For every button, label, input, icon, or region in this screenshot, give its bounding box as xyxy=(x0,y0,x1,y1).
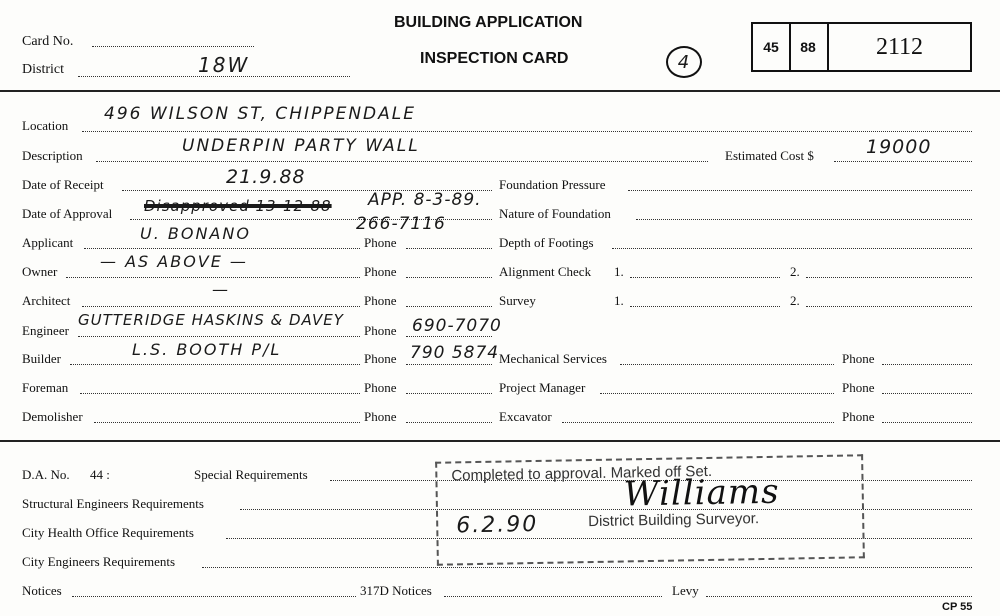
survey-1-field xyxy=(630,306,780,307)
date-receipt-value: 21.9.88 xyxy=(226,166,306,188)
location-field xyxy=(82,131,972,132)
estimated-cost-label: Estimated Cost $ xyxy=(725,148,814,163)
code-box-1 xyxy=(751,22,791,72)
card-no-label: Card No. xyxy=(22,34,74,49)
engineer-value: GUTTERIDGE HASKINS & DAVEY xyxy=(78,311,344,329)
project-manager-field xyxy=(600,393,834,394)
date-approval-label: Date of Approval xyxy=(22,206,113,221)
divider-top xyxy=(0,90,1000,92)
architect-label: Architect xyxy=(22,293,71,308)
stamp-date: 6.2.90 xyxy=(456,511,539,539)
health-req-label: City Health Office Requirements xyxy=(22,525,194,540)
special-req-label: Special Requirements xyxy=(194,467,308,482)
builder-field xyxy=(70,364,360,365)
card-number-box xyxy=(829,22,972,72)
alignment-1-label: 1. xyxy=(614,264,624,279)
excavator-phone-label: Phone xyxy=(842,409,875,424)
form-code: CP 55 xyxy=(942,601,973,613)
engineer-phone-label: Phone xyxy=(364,323,397,338)
card-no-field xyxy=(92,46,254,47)
code-box-2-value: 88 xyxy=(800,39,816,55)
title-line-1: BUILDING APPLICATION xyxy=(394,14,583,31)
builder-value: L.S. BOOTH P/L xyxy=(132,340,282,359)
builder-label: Builder xyxy=(22,351,61,366)
demolisher-field xyxy=(94,422,360,423)
notices-317d-label: 317D Notices xyxy=(360,583,432,598)
foreman-phone-field xyxy=(406,393,492,394)
date-approval-value: APP. 8-3-89. xyxy=(368,190,482,210)
notices-317d-field xyxy=(444,596,662,597)
mechanical-label: Mechanical Services xyxy=(499,351,607,366)
builder-phone-field xyxy=(406,364,492,365)
builder-phone-label: Phone xyxy=(364,351,397,366)
card-number: 2112 xyxy=(875,33,924,60)
owner-phone-label: Phone xyxy=(364,264,397,279)
foundation-pressure-field xyxy=(628,190,972,191)
owner-label: Owner xyxy=(22,264,58,279)
divider-bottom xyxy=(0,440,1000,442)
foreman-field xyxy=(80,393,360,394)
excavator-phone-field xyxy=(882,422,972,423)
estimated-cost-value: 19000 xyxy=(866,136,932,158)
owner-value: — AS ABOVE — xyxy=(100,252,248,271)
applicant-phone: 266-7116 xyxy=(356,214,446,234)
levy-field xyxy=(706,596,972,597)
depth-footings-field xyxy=(612,248,972,249)
circled-number-badge xyxy=(666,46,702,78)
location-label: Location xyxy=(22,118,69,133)
survey-1-label: 1. xyxy=(614,293,624,308)
architect-phone-label: Phone xyxy=(364,293,397,308)
code-box-2 xyxy=(789,22,829,72)
alignment-1-field xyxy=(630,277,780,278)
architect-value: — xyxy=(212,280,230,299)
stamp-line-1: Completed to approval. Marked off Set. xyxy=(451,462,713,485)
engineer-field xyxy=(78,336,360,337)
excavator-label: Excavator xyxy=(499,409,552,424)
demolisher-phone-label: Phone xyxy=(364,409,397,424)
architect-field xyxy=(82,306,360,307)
owner-field xyxy=(66,277,360,278)
engineer-phone: 690-7070 xyxy=(412,316,502,336)
mechanical-phone-field xyxy=(882,364,972,365)
alignment-check-label: Alignment Check xyxy=(499,264,592,279)
owner-phone-field xyxy=(406,277,492,278)
district-value: 18W xyxy=(198,53,250,77)
city-eng-req-field xyxy=(202,567,972,568)
estimated-cost-field xyxy=(834,161,972,162)
engineer-phone-field xyxy=(406,336,492,337)
project-manager-label: Project Manager xyxy=(499,380,586,395)
description-value: UNDERPIN PARTY WALL xyxy=(182,136,420,156)
project-manager-phone-field xyxy=(882,393,972,394)
project-manager-phone-label: Phone xyxy=(842,380,875,395)
circled-number: 4 xyxy=(677,51,691,73)
mechanical-field xyxy=(620,364,834,365)
engineer-label: Engineer xyxy=(22,323,69,338)
date-receipt-label: Date of Receipt xyxy=(22,177,104,192)
demolisher-label: Demolisher xyxy=(22,409,83,424)
survey-2-field xyxy=(806,306,972,307)
notices-field xyxy=(72,596,356,597)
notices-label: Notices xyxy=(22,583,62,598)
applicant-value: U. BONANO xyxy=(140,224,251,243)
levy-label: Levy xyxy=(672,583,699,598)
excavator-field xyxy=(562,422,834,423)
depth-footings-label: Depth of Footings xyxy=(499,235,594,250)
foundation-pressure-label: Foundation Pressure xyxy=(499,177,606,192)
signature: Williams xyxy=(623,471,780,515)
survey-2-label: 2. xyxy=(790,293,800,308)
stamp-line-2: District Building Surveyor. xyxy=(588,510,760,531)
approval-stamp xyxy=(435,454,865,565)
title-line-2: INSPECTION CARD xyxy=(420,50,569,67)
da-no-value: 44 : xyxy=(90,467,110,482)
applicant-field xyxy=(84,248,360,249)
alignment-2-field xyxy=(806,277,972,278)
applicant-label: Applicant xyxy=(22,235,74,250)
location-value: 496 WILSON ST, CHIPPENDALE xyxy=(104,104,416,124)
architect-phone-field xyxy=(406,306,492,307)
demolisher-phone-field xyxy=(406,422,492,423)
foreman-label: Foreman xyxy=(22,380,69,395)
builder-phone: 790 5874 xyxy=(410,343,500,363)
applicant-phone-field xyxy=(406,248,492,249)
applicant-phone-label: Phone xyxy=(364,235,397,250)
description-field xyxy=(96,161,708,162)
survey-label: Survey xyxy=(499,293,536,308)
description-label: Description xyxy=(22,148,83,163)
structural-req-label: Structural Engineers Requirements xyxy=(22,496,204,511)
alignment-2-label: 2. xyxy=(790,264,800,279)
code-box-1-value: 45 xyxy=(763,39,779,55)
mechanical-phone-label: Phone xyxy=(842,351,875,366)
nature-foundation-field xyxy=(636,219,972,220)
da-no-label: D.A. No. xyxy=(22,467,70,482)
foreman-phone-label: Phone xyxy=(364,380,397,395)
district-label: District xyxy=(22,62,64,77)
date-approval-struck: Disapproved 13-12-88 xyxy=(144,197,332,215)
city-eng-req-label: City Engineers Requirements xyxy=(22,554,176,569)
nature-foundation-label: Nature of Foundation xyxy=(499,206,611,221)
